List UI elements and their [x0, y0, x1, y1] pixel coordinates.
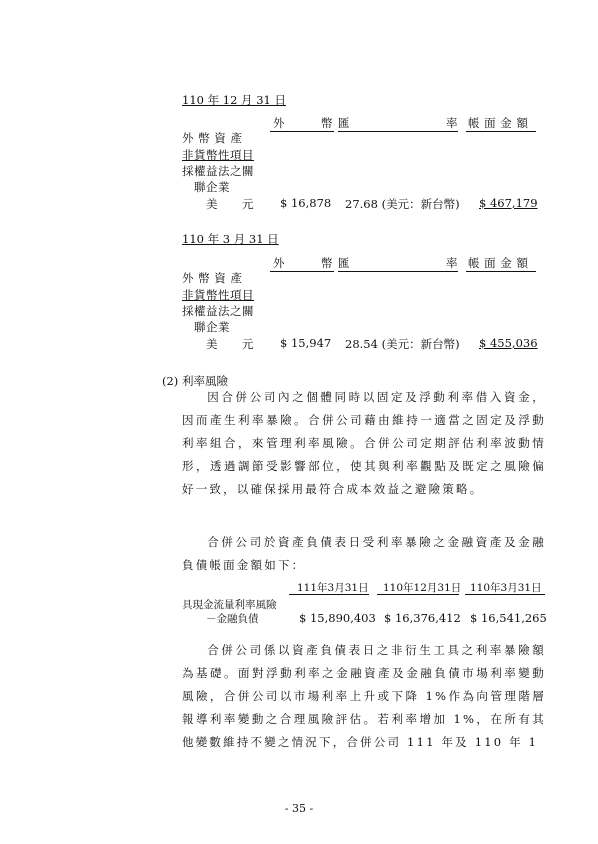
rate-table-row-label-1: 具現金流量利率風險 — [182, 599, 277, 611]
table2-row-equity-1: 採權益法之關 — [182, 304, 254, 318]
table1-currency: 美 元 — [206, 197, 254, 211]
table2-foreign-amount: $ 15,947 — [280, 336, 332, 350]
table1-col-foreign-rule — [270, 131, 334, 132]
rate-table-value-1: $ 15,890,403 — [299, 611, 376, 625]
section-heading: (2) 利率風險 — [162, 374, 228, 388]
table1-foreign-amount: $ 16,878 — [280, 196, 332, 210]
table1-row-equity-2: 聯企業 — [194, 180, 230, 194]
table2-col-book-rule — [466, 271, 536, 272]
table1-row-equity-1: 採權益法之關 — [182, 164, 254, 178]
rate-table-value-3: $ 16,541,265 — [470, 611, 547, 625]
table1-col-foreign: 外 幣 — [273, 116, 333, 130]
table1-rate: 27.68 (美元：新台幣) — [345, 197, 460, 211]
rate-table-header-rule-1 — [289, 594, 369, 595]
rate-table-header-2: 110年12月31日 — [383, 582, 462, 594]
table2-col-rate-rule — [338, 271, 458, 272]
rate-table-row-label-2: －金融負債 — [206, 613, 259, 625]
table1-book-amount: $ 467,179 — [479, 196, 538, 210]
table2-date: 110 年 3 月 31 日 — [182, 232, 279, 246]
table2-col-rate: 匯 率 — [338, 256, 458, 270]
table2-row-header: 外 幣 資 產 — [182, 271, 243, 285]
table2-row-nonmonetary: 非貨幣性項目 — [182, 288, 254, 302]
page-number: - 35 - — [284, 802, 314, 815]
table2-currency: 美 元 — [206, 337, 254, 351]
section-paragraph-1: 因合併公司內之個體同時以固定及浮動利率借入資金，因而產生利率暴險。合併公司藉由維持一適當之固定及浮動利率組合，來管理利率風險。合併公司定期評估利率波動情形，透過調節受影響部位，使其與利率觀點及既定之風險偏好一致，以確保採用最符合成本效益之避險策略。 — [182, 390, 546, 496]
rate-table-header-rule-2 — [377, 594, 459, 595]
section-paragraph-2: 合併公司於資產負債表日受利率暴險之金融資產及金融負債帳面金額如下： — [182, 535, 546, 572]
rate-table-header-rule-3 — [465, 594, 545, 595]
table2-col-book: 帳 面 金 額 — [468, 256, 529, 270]
table1-col-book-rule — [466, 131, 536, 132]
table1-row-nonmonetary: 非貨幣性項目 — [182, 148, 254, 162]
table2-row-equity-2: 聯企業 — [194, 320, 230, 334]
table2-book-amount: $ 455,036 — [479, 336, 538, 350]
rate-table-header-3: 110年3月31日 — [470, 582, 542, 594]
section-paragraph-3: 合併公司係以資產負債表日之非衍生工具之利率暴險額為基礎。面對浮動利率之金融資產及金融負債市場利率變動風險，合併公司以市場利率上升或下降 1%作為向管理階層報導利率變動之合理風險評估。若利率增加 1%，在所有其他變數維持不變之情況下，合併公司 111 年及 110 年 1 — [182, 643, 546, 749]
table1-col-rate-rule — [338, 131, 458, 132]
table1-row-header: 外 幣 資 產 — [182, 131, 243, 145]
table1-date: 110 年 12 月 31 日 — [182, 93, 286, 107]
table1-col-rate: 匯 率 — [338, 116, 458, 130]
table2-col-foreign: 外 幣 — [273, 256, 333, 270]
rate-table-header-1: 111年3月31日 — [297, 582, 369, 594]
table1-col-book: 帳 面 金 額 — [468, 116, 529, 130]
rate-table-value-2: $ 16,376,412 — [384, 611, 461, 625]
table2-rate: 28.54 (美元：新台幣) — [345, 337, 460, 351]
table2-col-foreign-rule — [270, 271, 334, 272]
